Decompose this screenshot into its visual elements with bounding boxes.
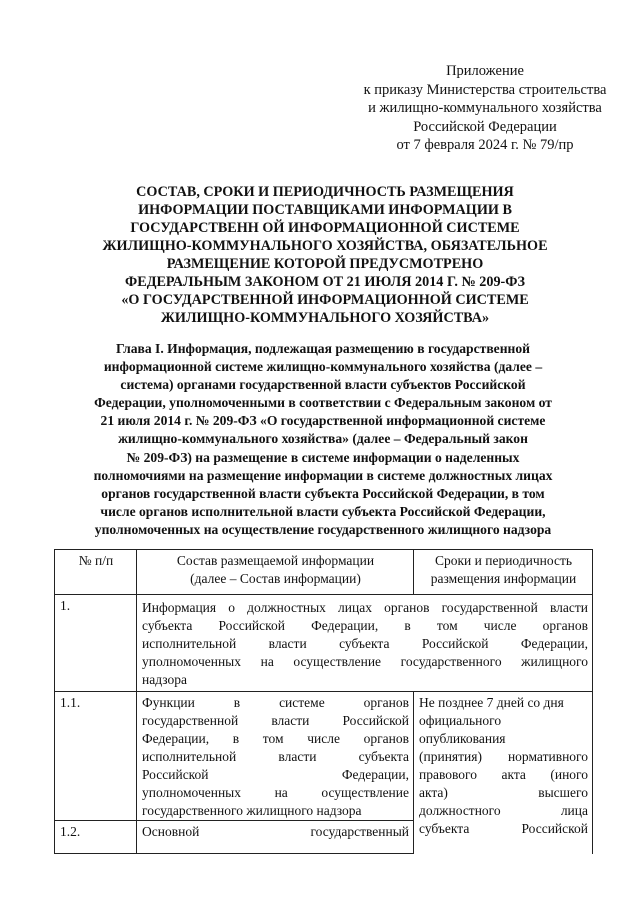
approval-line: от 7 февраля 2024 г. № 79/пр bbox=[396, 137, 574, 153]
table-header-row bbox=[55, 550, 593, 595]
chapter-line: Федерации, уполномоченными в соответствии с Федеральным законом от bbox=[94, 395, 552, 411]
row-line: Информация о должностных лицах органов государственной власти bbox=[142, 600, 588, 615]
row-number bbox=[55, 821, 137, 854]
terms-line: субъекта Российской bbox=[419, 821, 588, 836]
terms-line: акта) высшего bbox=[419, 785, 588, 800]
chapter-line: жилищно-коммунального хозяйства» (далее – Федеральный закон bbox=[118, 431, 528, 447]
table-row bbox=[55, 595, 593, 692]
chapter-line: полномочиями на размещение информации в системе должностных лицах bbox=[93, 467, 553, 483]
row-line: государственной власти Российской bbox=[142, 713, 409, 728]
terms-line: официального bbox=[419, 713, 502, 728]
title-line: ЖИЛИЩНО-КОММУНАЛЬНОГО ХОЗЯЙСТВА» bbox=[160, 310, 490, 326]
chapter-line: система) органами государственной власти субъектов Российской bbox=[120, 377, 526, 393]
chapter-line: 21 июля 2014 г. № 209-ФЗ «О государственной информационной системе bbox=[100, 413, 546, 429]
row-number bbox=[55, 595, 137, 692]
chapter-line: уполномоченных на осуществление государственного жилищного надзора bbox=[94, 521, 552, 537]
document-title bbox=[60, 183, 590, 327]
title-line: ЖИЛИЩНО-КОММУНАЛЬНОГО ХОЗЯЙСТВА, ОБЯЗАТЕЛЬНОЕ bbox=[102, 238, 548, 254]
terms-line: (принятия) нормативного bbox=[419, 749, 588, 764]
approval-line: Приложение bbox=[446, 63, 524, 79]
row-line: Российской Федерации, bbox=[142, 767, 409, 782]
header-composition-line: (далее – Состав информации) bbox=[190, 571, 361, 586]
chapter-line: информационной системе жилищно-коммунального хозяйства (далее – bbox=[103, 359, 543, 375]
row-number-label: 1.2. bbox=[60, 824, 81, 839]
approval-line: Российской Федерации bbox=[413, 118, 557, 135]
terms-line: Не позднее 7 дней со дня bbox=[419, 695, 564, 710]
row-number-label: 1.1. bbox=[60, 695, 81, 710]
approval-line: к приказу Министерства строительства bbox=[363, 81, 607, 98]
title-line: РАЗМЕЩЕНИЕ КОТОРОЙ ПРЕДУСМОТРЕНО bbox=[166, 256, 484, 272]
row-content bbox=[137, 595, 593, 692]
header-num-label: № п/п bbox=[78, 553, 114, 568]
row-line: Функции в системе органов bbox=[142, 695, 409, 710]
row-line: уполномоченных на осуществление государственного жилищного bbox=[142, 654, 588, 669]
title-line: СОСТАВ, СРОКИ И ПЕРИОДИЧНОСТЬ РАЗМЕЩЕНИЯ bbox=[136, 184, 514, 200]
approval-line: и жилищно-коммунального хозяйства bbox=[368, 100, 602, 116]
information-table bbox=[54, 549, 593, 854]
row-line: субъекта Российской Федерации, в том числе органов bbox=[142, 618, 588, 633]
title-line: «О ГОСУДАРСТВЕННОЙ ИНФОРМАЦИОННОЙ СИСТЕМЕ bbox=[121, 292, 529, 308]
title-line: ФЕДЕРАЛЬНЫМ ЗАКОНОМ ОТ 21 ИЮЛЯ 2014 Г. № 209-ФЗ bbox=[125, 274, 525, 290]
terms-line: должностного лица bbox=[419, 803, 588, 818]
row-line: надзора bbox=[142, 672, 187, 687]
row-line: Федерации, в том числе органов bbox=[142, 731, 409, 746]
row-composition bbox=[137, 692, 414, 821]
row-number-label: 1. bbox=[60, 598, 71, 613]
header-composition-line: Состав размещаемой информации bbox=[176, 553, 375, 568]
header-composition bbox=[137, 550, 414, 595]
terms-line: опубликования bbox=[419, 731, 506, 746]
row-terms bbox=[414, 692, 593, 854]
row-line: исполнительной власти субъекта Российской Федерации, bbox=[142, 636, 588, 651]
terms-line: правового акта (иного bbox=[419, 767, 588, 782]
title-line: ИНФОРМАЦИИ ПОСТАВЩИКАМИ ИНФОРМАЦИИ В bbox=[138, 202, 512, 218]
header-num bbox=[55, 550, 137, 595]
header-terms-line: размещения информации bbox=[430, 571, 577, 586]
table-row bbox=[55, 692, 593, 821]
chapter-line: Глава I. Информация, подлежащая размещению в государственной bbox=[115, 341, 531, 356]
row-line: исполнительной власти субъекта bbox=[142, 749, 409, 764]
chapter-line: органов государственной власти субъекта Российской Федерации, в том bbox=[101, 485, 545, 501]
header-terms-line: Сроки и периодичность bbox=[434, 553, 573, 568]
chapter-heading bbox=[40, 340, 606, 539]
title-line: ГОСУДАРСТВЕНН ОЙ ИНФОРМАЦИОННОЙ СИСТЕМЕ bbox=[130, 220, 520, 236]
row-composition bbox=[137, 821, 414, 854]
row-line: Основной государственный bbox=[142, 824, 409, 839]
row-number bbox=[55, 692, 137, 821]
chapter-line: № 209-ФЗ) на размещение в системе информации о наделенных bbox=[126, 449, 520, 465]
row-line: государственного жилищного надзора bbox=[142, 803, 362, 818]
approval-block bbox=[360, 62, 610, 155]
row-line: уполномоченных на осуществление bbox=[142, 785, 409, 800]
chapter-line: числе органов исполнительной власти субъекта Российской Федерации, bbox=[100, 503, 546, 519]
header-terms bbox=[414, 550, 593, 595]
